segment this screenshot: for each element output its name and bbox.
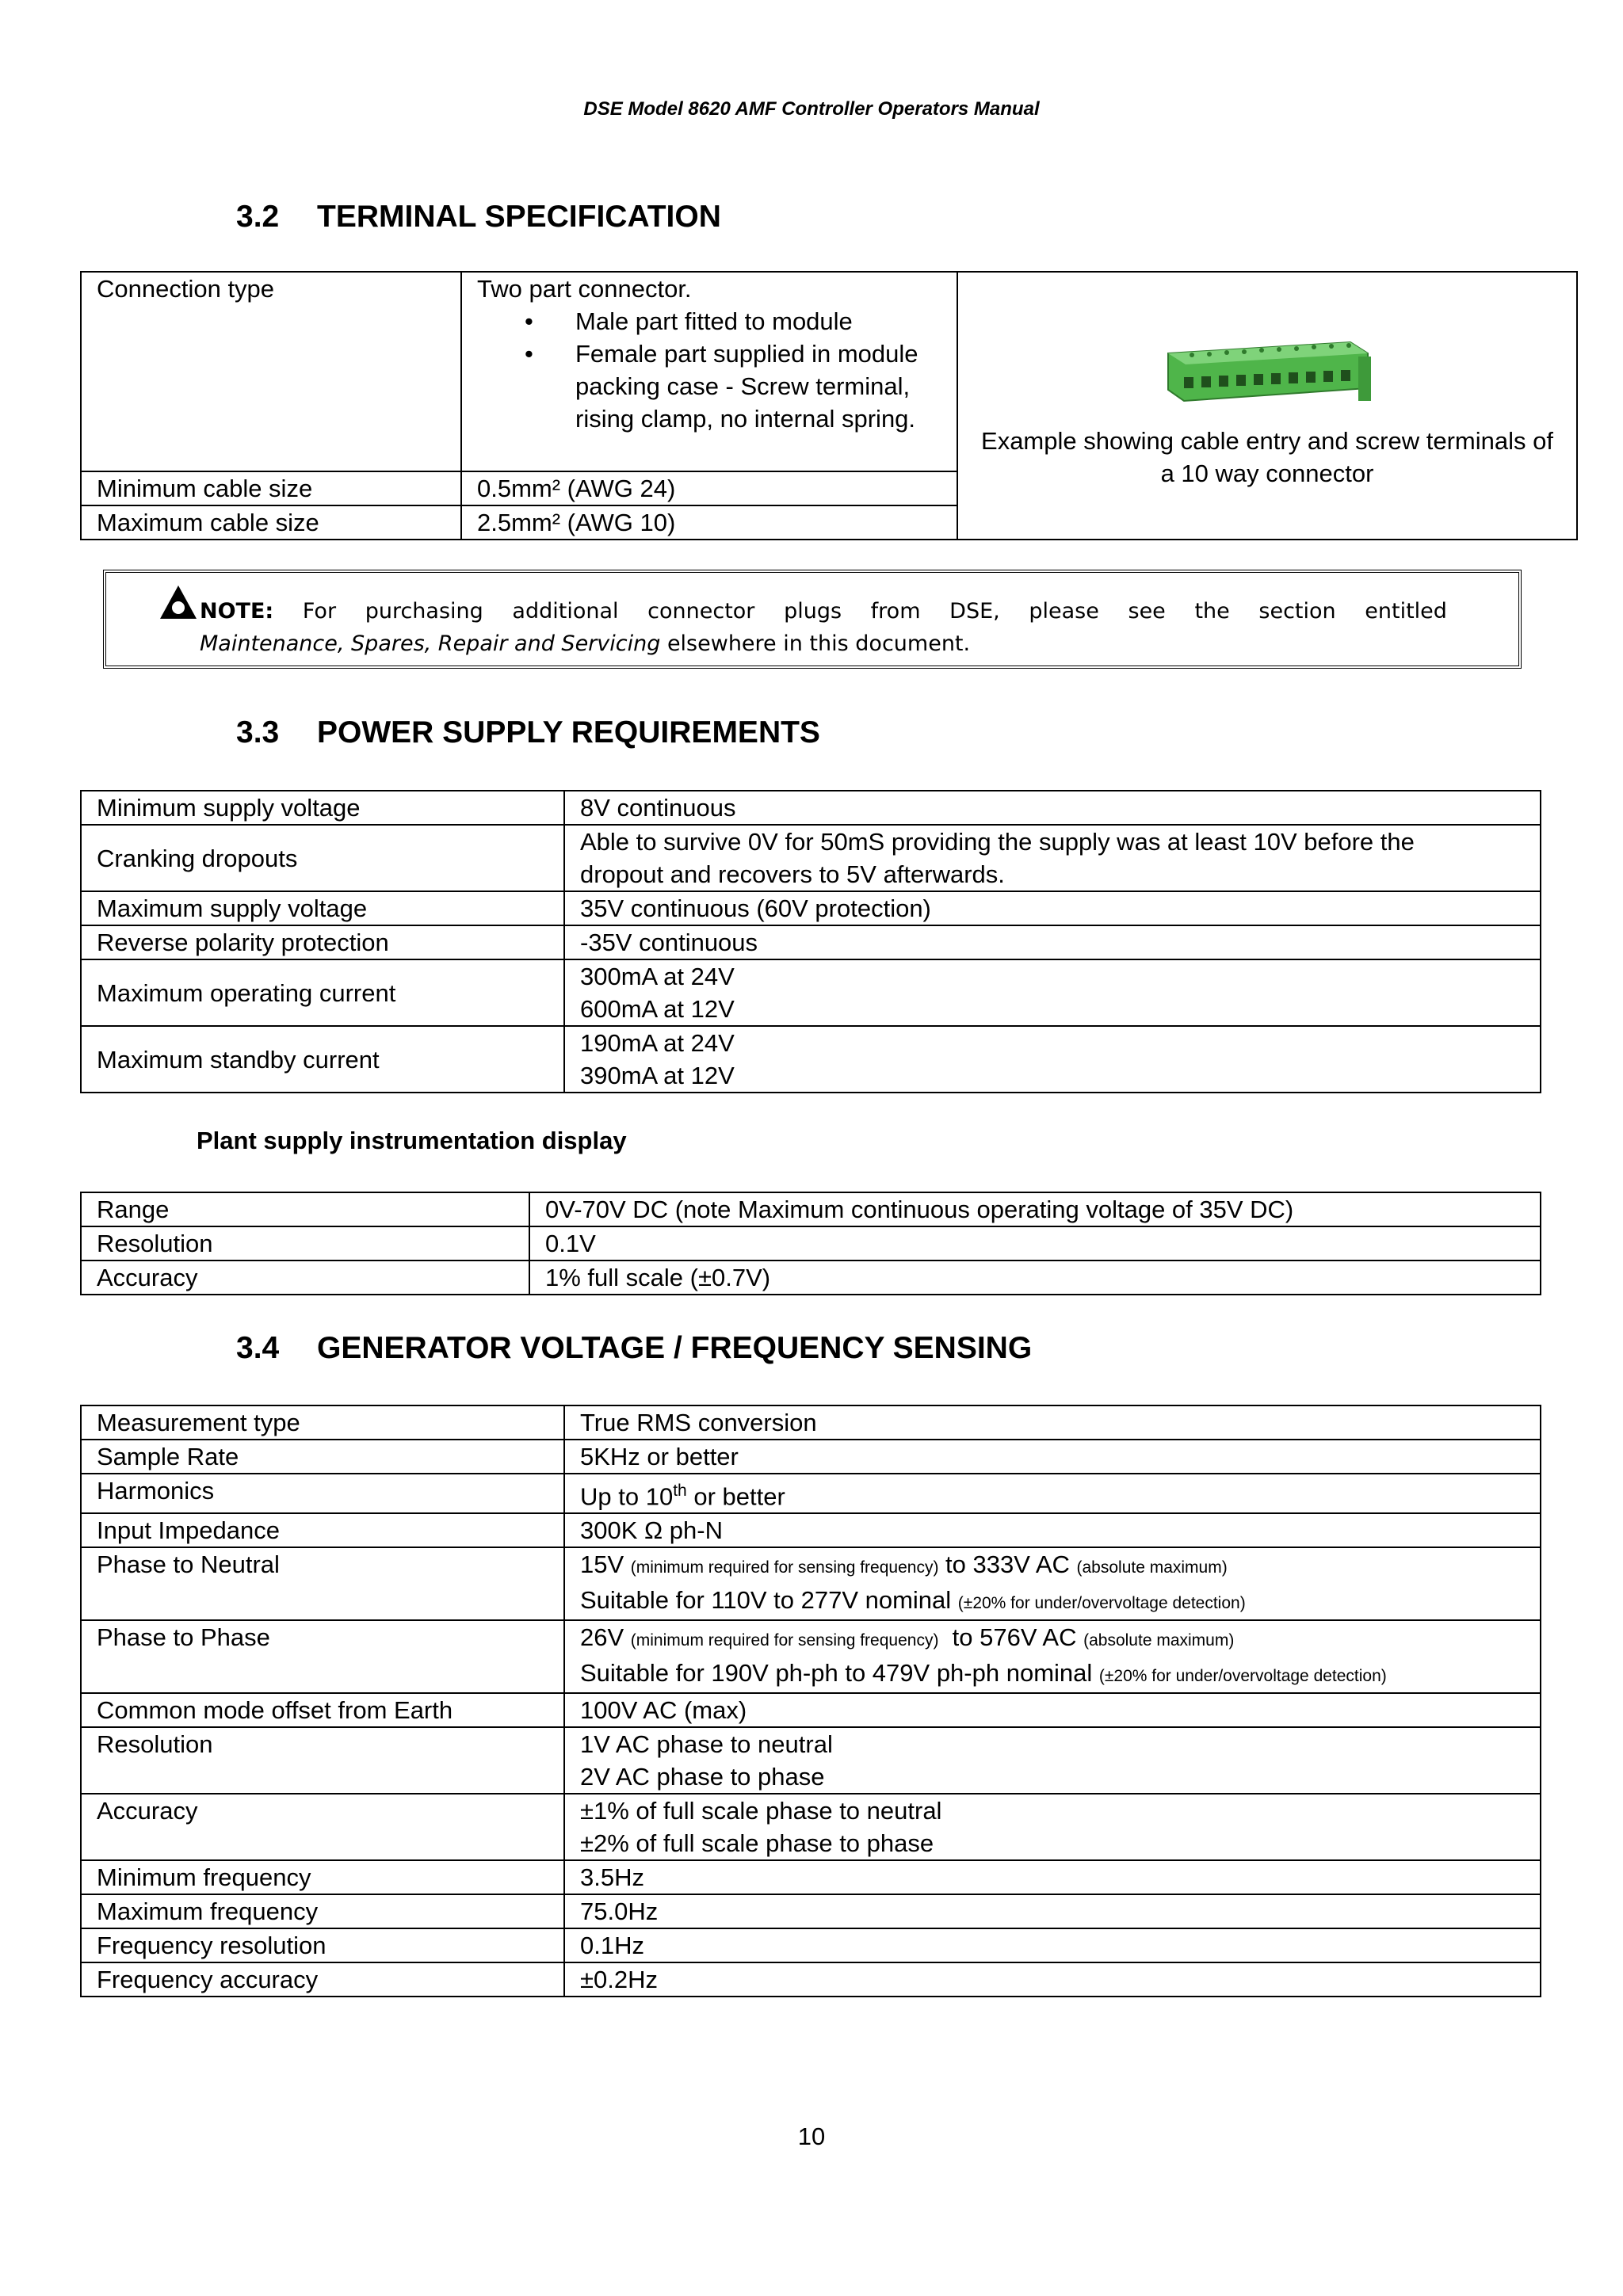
pn-nominal: Suitable for 110V to 277V nominal: [580, 1586, 958, 1615]
power-value: 8V continuous: [564, 791, 1541, 825]
gen-value: 100V AC (max): [564, 1693, 1541, 1727]
note-word: entitled: [1365, 599, 1447, 624]
connector-image-caption: Example showing cable entry and screw terminals of a 10 way connector: [981, 427, 1553, 487]
phase-neutral-line-1: [580, 1548, 1540, 1584]
note-word: For: [302, 599, 337, 624]
connection-type-value: [461, 272, 957, 471]
green-connector-image: [1160, 322, 1374, 409]
note-line2-rest: elsewhere in this document.: [660, 631, 971, 656]
power-label: Reverse polarity protection: [81, 925, 564, 959]
gen-label: Phase to Neutral: [81, 1547, 564, 1620]
section-heading: TERMINAL SPECIFICATION: [317, 200, 721, 234]
page-number: 10: [797, 2122, 826, 2150]
pn-max-note: (absolute maximum): [1076, 1558, 1228, 1577]
gen-value: [564, 1474, 1541, 1513]
bullet-male-part: • Male part fitted to module: [477, 305, 957, 338]
max-cable-value: 2.5mm² (AWG 10): [461, 505, 957, 540]
note-word: additional: [512, 599, 619, 624]
gen-value: [564, 1794, 1541, 1860]
connection-type-label: Connection type: [81, 272, 461, 471]
pn-max-voltage: to 333V AC: [938, 1550, 1077, 1579]
section-heading: POWER SUPPLY REQUIREMENTS: [317, 715, 820, 749]
power-value-line: 600mA at 12V: [580, 995, 735, 1023]
pn-nominal-note: (±20% for under/overvoltage detection): [957, 1594, 1246, 1613]
plant-value: 0V-70V DC (note Maximum continuous operating voltage of 35V DC): [529, 1192, 1541, 1226]
power-value-line: 190mA at 24V: [580, 1029, 735, 1057]
warning-icon: [158, 584, 198, 620]
note-word: see: [1128, 599, 1166, 624]
section-number: 3.3: [236, 715, 280, 749]
pp-max-voltage: to 576V AC: [938, 1623, 1084, 1652]
note-line-2: [200, 627, 1447, 660]
note-word: connector: [647, 599, 755, 624]
note-box: [103, 570, 1522, 669]
section-title-terminal: [236, 200, 721, 235]
plant-label: Range: [81, 1192, 529, 1226]
note-word: the: [1194, 599, 1230, 624]
pn-min-note: (minimum required for sensing frequency): [630, 1558, 939, 1577]
pn-min-voltage: 15V: [580, 1550, 631, 1579]
plant-label: Resolution: [81, 1226, 529, 1261]
power-value: -35V continuous: [564, 925, 1541, 959]
note-word: plugs: [784, 599, 842, 624]
note-word: please: [1029, 599, 1099, 624]
pp-nominal-note: (±20% for under/overvoltage detection): [1098, 1667, 1387, 1686]
gen-label: Phase to Phase: [81, 1620, 564, 1693]
power-value-line: 390mA at 12V: [580, 1062, 735, 1089]
gen-value: ±0.2Hz: [564, 1962, 1541, 1997]
note-word: from: [870, 599, 921, 624]
section-title-power: [236, 715, 820, 750]
gen-label: Sample Rate: [81, 1440, 564, 1474]
power-value-line: Able to survive 0V for 50mS providing the supply was at least 10V before the: [580, 828, 1415, 856]
power-value: [564, 825, 1541, 891]
note-word: purchasing: [365, 599, 483, 624]
gen-value-line: ±1% of full scale phase to neutral: [580, 1797, 942, 1825]
gen-value: [564, 1727, 1541, 1794]
gen-label: Minimum frequency: [81, 1860, 564, 1894]
power-value: [564, 959, 1541, 1026]
section-heading: GENERATOR VOLTAGE / FREQUENCY SENSING: [317, 1331, 1033, 1365]
section-number: 3.4: [236, 1331, 280, 1365]
note-word: DSE,: [949, 599, 1000, 624]
bullet-female-part: • Female part supplied in module packing case - Screw terminal, rising clamp, no internal spring.: [477, 338, 957, 435]
gen-label: Frequency accuracy: [81, 1962, 564, 1997]
gen-label: Frequency resolution: [81, 1928, 564, 1962]
plant-label: Accuracy: [81, 1261, 529, 1295]
connection-type-text: Two part connector.: [477, 275, 692, 303]
gen-value: 300K Ω ph-N: [564, 1513, 1541, 1547]
generator-sensing-table: [80, 1405, 1541, 1997]
power-value-line: 300mA at 24V: [580, 963, 735, 990]
note-section-reference: Maintenance, Spares, Repair and Servicing: [200, 631, 661, 656]
min-cable-value: 0.5mm² (AWG 24): [461, 471, 957, 505]
connection-bullets: [477, 305, 957, 435]
harmonics-post: or better: [686, 1482, 785, 1511]
plant-supply-heading: Plant supply instrumentation display: [197, 1127, 627, 1154]
gen-value: [564, 1547, 1541, 1620]
gen-label: Input Impedance: [81, 1513, 564, 1547]
gen-value: 75.0Hz: [564, 1894, 1541, 1928]
pp-min-voltage: 26V: [580, 1623, 631, 1652]
pp-max-note: (absolute maximum): [1083, 1631, 1235, 1650]
gen-value: 3.5Hz: [564, 1860, 1541, 1894]
gen-label: Harmonics: [81, 1474, 564, 1513]
power-value: [564, 1026, 1541, 1093]
gen-label: Measurement type: [81, 1405, 564, 1440]
note-line-1: [200, 595, 1447, 627]
phase-phase-line-2: [580, 1657, 1540, 1692]
phase-neutral-line-2: [580, 1584, 1540, 1619]
gen-label: Resolution: [81, 1727, 564, 1794]
gen-value-line: 1V AC phase to neutral: [580, 1730, 833, 1759]
pp-min-note: (minimum required for sensing frequency): [630, 1631, 939, 1650]
gen-label: Accuracy: [81, 1794, 564, 1860]
harmonics-pre: Up to 10: [580, 1482, 674, 1511]
gen-label: Common mode offset from Earth: [81, 1693, 564, 1727]
power-label: Maximum standby current: [81, 1026, 564, 1093]
max-cable-label: Maximum cable size: [81, 505, 461, 540]
min-cable-label: Minimum cable size: [81, 471, 461, 505]
phase-phase-line-1: [580, 1621, 1540, 1657]
section-title-generator: [236, 1331, 1032, 1366]
power-value-line: dropout and recovers to 5V afterwards.: [580, 860, 1005, 888]
gen-value-line: ±2% of full scale phase to phase: [580, 1829, 934, 1858]
plant-supply-table: [80, 1192, 1541, 1295]
gen-value-line: 2V AC phase to phase: [580, 1763, 825, 1791]
harmonics-sup: th: [673, 1482, 687, 1500]
terminal-spec-table: [80, 271, 1578, 540]
section-number: 3.2: [236, 200, 280, 234]
plant-value: 0.1V: [529, 1226, 1541, 1261]
gen-label: Maximum frequency: [81, 1894, 564, 1928]
connector-image-cell: [957, 272, 1577, 540]
power-label: Maximum operating current: [81, 959, 564, 1026]
gen-value: 5KHz or better: [564, 1440, 1541, 1474]
power-supply-table: [80, 790, 1541, 1093]
note-label: NOTE:: [200, 599, 274, 624]
note-word: section: [1258, 599, 1336, 624]
plant-value: 1% full scale (±0.7V): [529, 1261, 1541, 1295]
pp-nominal: Suitable for 190V ph-ph to 479V ph-ph nominal: [580, 1659, 1099, 1688]
document-header: DSE Model 8620 AMF Controller Operators Manual: [583, 98, 1040, 120]
power-label: Cranking dropouts: [81, 825, 564, 891]
gen-value: [564, 1620, 1541, 1693]
power-label: Maximum supply voltage: [81, 891, 564, 925]
power-label: Minimum supply voltage: [81, 791, 564, 825]
power-value: 35V continuous (60V protection): [564, 891, 1541, 925]
gen-value: True RMS conversion: [564, 1405, 1541, 1440]
gen-value: 0.1Hz: [564, 1928, 1541, 1962]
